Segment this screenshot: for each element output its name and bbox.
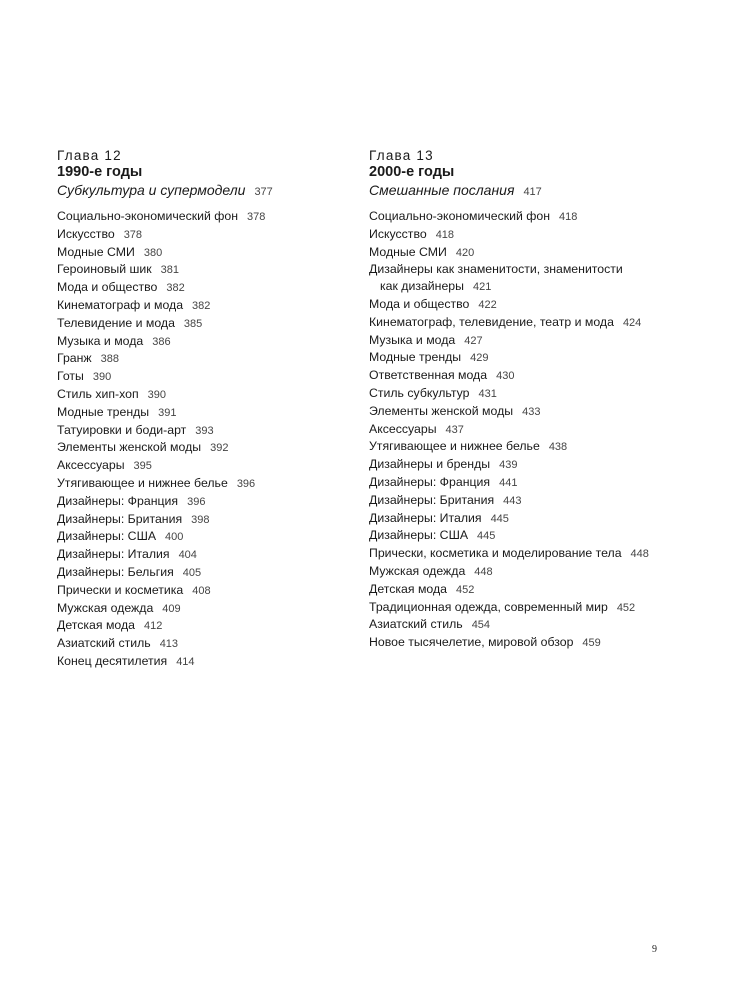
toc-entry [57, 404, 357, 422]
toc-entry [369, 492, 699, 510]
toc-entry-title: Дизайнеры: США [57, 529, 157, 544]
toc-entry-title: Аксессуары [369, 421, 437, 436]
toc-entry [57, 635, 357, 653]
chapter-subtitle-text: Смешанные послания [369, 182, 515, 198]
toc-entry-page: 429 [470, 352, 489, 365]
toc-entry-page: 414 [176, 655, 195, 668]
toc-entry-title: Мода и общество [57, 280, 158, 295]
toc-entry [57, 297, 357, 315]
toc-entry-title: Дизайнеры и бренды [369, 457, 491, 472]
toc-entry-page: 413 [159, 638, 179, 651]
toc-entry-title: Дизайнеры как знаменитости, знаменитости [369, 262, 623, 277]
toc-entry [369, 527, 699, 545]
toc-entry [369, 332, 699, 350]
toc-entry-page: 390 [92, 371, 112, 384]
toc-list [57, 208, 357, 671]
toc-entry [57, 546, 357, 564]
toc-entry-title: Дизайнеры: Италия [369, 510, 482, 525]
chapter-subtitle-page: 417 [523, 186, 542, 198]
toc-entry-title: Детская мода [57, 618, 136, 633]
chapter-subtitle-text: Субкультура и супермодели [57, 182, 246, 198]
toc-entry-page: 404 [178, 549, 197, 562]
toc-entry-page: 400 [165, 531, 184, 544]
toc-entry-page: 437 [445, 423, 464, 436]
toc-entry [57, 226, 357, 244]
toc-entry-page: 452 [456, 583, 475, 596]
toc-entry-title: Социально-экономический фон [369, 209, 551, 223]
toc-list [369, 208, 699, 652]
toc-entry-page: 395 [133, 460, 152, 473]
toc-entry-page: 382 [192, 299, 211, 312]
toc-entry-page: 421 [472, 281, 492, 294]
chapter-title: 2000-е годы [369, 164, 455, 180]
toc-entry-page: 427 [464, 334, 483, 347]
toc-entry [57, 511, 357, 529]
chapter-label: Глава 13 [369, 148, 434, 163]
toc-entry [57, 350, 357, 368]
toc-entry [57, 279, 357, 297]
toc-entry [369, 510, 699, 528]
toc-entry-page: 378 [247, 211, 266, 223]
toc-entry-title: Мужская одежда [57, 600, 154, 615]
toc-entry-page: 398 [191, 513, 210, 526]
chapter-13-column [369, 147, 699, 652]
toc-entry-page: 385 [183, 317, 203, 330]
toc-entry-title: Мода и общество [369, 296, 470, 311]
toc-entry [57, 315, 357, 333]
toc-entry-page: 380 [143, 246, 163, 259]
toc-entry-title: Искусство [369, 226, 427, 241]
toc-entry [369, 581, 699, 599]
toc-entry-page: 418 [559, 211, 578, 223]
toc-entry [57, 457, 357, 475]
toc-entry-page: 391 [158, 406, 177, 419]
chapter-label: Глава 12 [57, 148, 122, 163]
toc-entry-title: Дизайнеры: Британия [369, 492, 495, 507]
toc-entry-title: Модные тренды [57, 404, 150, 419]
chapter-subtitle [369, 181, 699, 199]
toc-entry-page: 388 [100, 353, 120, 366]
toc-entry-page: 430 [496, 370, 515, 383]
toc-entry-page: 409 [162, 602, 181, 615]
toc-entry-title: Готы [57, 369, 84, 384]
toc-entry-page: 393 [195, 424, 214, 437]
toc-entry [57, 528, 357, 546]
toc-entry [57, 244, 357, 262]
toc-entry-title: Гранж [57, 351, 92, 366]
toc-entry [57, 333, 357, 351]
toc-entry-page: 378 [123, 228, 143, 241]
toc-entry [369, 208, 699, 226]
toc-entry-title: Дизайнеры: Бельгия [57, 564, 174, 579]
toc-entry-title: Прически, косметика и моделирование тела [369, 546, 622, 561]
toc-entry-page: 405 [182, 566, 202, 579]
toc-entry-continuation [369, 278, 699, 296]
toc-entry [369, 456, 699, 474]
toc-entry [57, 368, 357, 386]
toc-entry-title: Ответственная мода [369, 368, 488, 383]
toc-entry-page: 439 [499, 459, 518, 472]
toc-entry [57, 439, 357, 457]
toc-entry-page: 420 [455, 246, 475, 259]
toc-entry [57, 386, 357, 404]
toc-entry-title: Модные тренды [369, 350, 462, 365]
toc-entry-page: 459 [582, 637, 601, 650]
toc-entry-page: 448 [630, 548, 649, 561]
toc-entry [369, 634, 699, 652]
toc-entry-page: 382 [166, 282, 185, 295]
toc-entry [369, 438, 699, 456]
toc-entry-page: 424 [622, 316, 642, 329]
toc-entry-page: 454 [471, 619, 491, 632]
toc-entry-title: Элементы женской моды [369, 403, 514, 418]
toc-entry [57, 422, 357, 440]
toc-entry [369, 367, 699, 385]
toc-entry-page: 452 [616, 601, 636, 614]
toc-entry-title: Дизайнеры: США [369, 528, 469, 543]
toc-entry [369, 599, 699, 617]
toc-entry [369, 385, 699, 403]
toc-entry [57, 600, 357, 618]
toc-entry [57, 208, 357, 226]
toc-entry [369, 563, 699, 581]
toc-entry-title: Аксессуары [57, 458, 125, 473]
toc-entry-title: Мужская одежда [369, 563, 466, 578]
toc-entry [57, 564, 357, 582]
toc-entry [369, 616, 699, 634]
toc-entry-page: 422 [478, 298, 497, 311]
toc-entry-title: Дизайнеры: Британия [57, 511, 183, 526]
toc-entry-page: 431 [478, 387, 497, 400]
toc-entry-page: 412 [144, 620, 163, 633]
toc-entry-title: Прически и косметика [57, 582, 184, 597]
toc-entry [369, 545, 699, 563]
toc-entry-page: 392 [210, 442, 229, 455]
toc-entry-title: Стиль субкультур [369, 385, 470, 400]
toc-entry-page: 408 [192, 584, 211, 597]
toc-entry-title: Азиатский стиль [57, 636, 151, 651]
toc-entry-title: Музыка и мода [369, 332, 456, 347]
toc-entry-page: 448 [474, 565, 493, 578]
toc-entry-title: Утягивающее и нижнее белье [369, 439, 540, 454]
toc-entry-page: 396 [236, 477, 256, 490]
toc-entry-title: Музыка и мода [57, 333, 144, 348]
toc-entry-title: Конец десятилетия [57, 653, 168, 668]
toc-entry [57, 493, 357, 511]
toc-entry-title: Дизайнеры: Франция [369, 474, 491, 489]
toc-entry [57, 582, 357, 600]
toc-entry [57, 653, 357, 671]
toc-entry-page: 396 [187, 495, 206, 508]
toc-entry-title: Модные СМИ [57, 244, 135, 259]
toc-entry-title: Новое тысячелетие, мировой обзор [369, 635, 574, 650]
toc-entry-title: Кинематограф, телевидение, театр и мода [369, 314, 614, 329]
toc-entry-title: Кинематограф и мода [57, 297, 184, 312]
toc-entry-page: 445 [490, 512, 509, 525]
toc-entry [57, 617, 357, 635]
toc-entry [369, 244, 699, 262]
toc-entry-title: Татуировки и боди-арт [57, 422, 187, 437]
chapter-subtitle-page: 377 [254, 186, 273, 198]
toc-entry-title: Героиновый шик [57, 262, 152, 277]
toc-entry-page: 443 [503, 494, 522, 507]
toc-entry-page: 390 [147, 388, 167, 401]
toc-entry-title: Азиатский стиль [369, 617, 463, 632]
toc-entry-title: Модные СМИ [369, 244, 447, 259]
toc-entry-title: Телевидение и мода [57, 315, 175, 330]
toc-entry [369, 421, 699, 439]
toc-entry [369, 296, 699, 314]
chapter-12-column [57, 147, 357, 671]
toc-entry-title: Дизайнеры: Франция [57, 493, 179, 508]
toc-entry-title: Дизайнеры: Италия [57, 547, 170, 562]
toc-entry-title: Утягивающее и нижнее белье [57, 475, 228, 490]
toc-entry [369, 261, 699, 296]
toc-entry-page: 418 [435, 228, 455, 241]
toc-entry-page: 445 [477, 530, 496, 543]
toc-entry [369, 403, 699, 421]
chapter-subtitle [57, 181, 357, 199]
toc-entry-page: 441 [499, 476, 518, 489]
toc-entry-continuation-text: как дизайнеры [380, 279, 464, 294]
toc-entry-page: 438 [548, 441, 568, 454]
toc-entry [369, 226, 699, 244]
toc-entry-title: Традиционная одежда, современный мир [369, 599, 608, 614]
toc-entry-page: 386 [152, 335, 171, 348]
toc-entry [57, 475, 357, 493]
chapter-title: 1990-е годы [57, 164, 143, 180]
toc-entry-title: Детская мода [369, 581, 448, 596]
toc-entry [57, 261, 357, 279]
toc-entry-title: Социально-экономический фон [57, 209, 239, 223]
toc-entry [369, 474, 699, 492]
toc-entry-title: Элементы женской моды [57, 440, 202, 455]
toc-entry-page: 381 [160, 264, 179, 277]
page-number: 9 [652, 944, 657, 955]
toc-entry-title: Искусство [57, 226, 115, 241]
toc-entry [369, 349, 699, 367]
toc-entry-title: Стиль хип-хоп [57, 386, 139, 401]
toc-entry [369, 314, 699, 332]
toc-entry-page: 433 [522, 405, 541, 418]
